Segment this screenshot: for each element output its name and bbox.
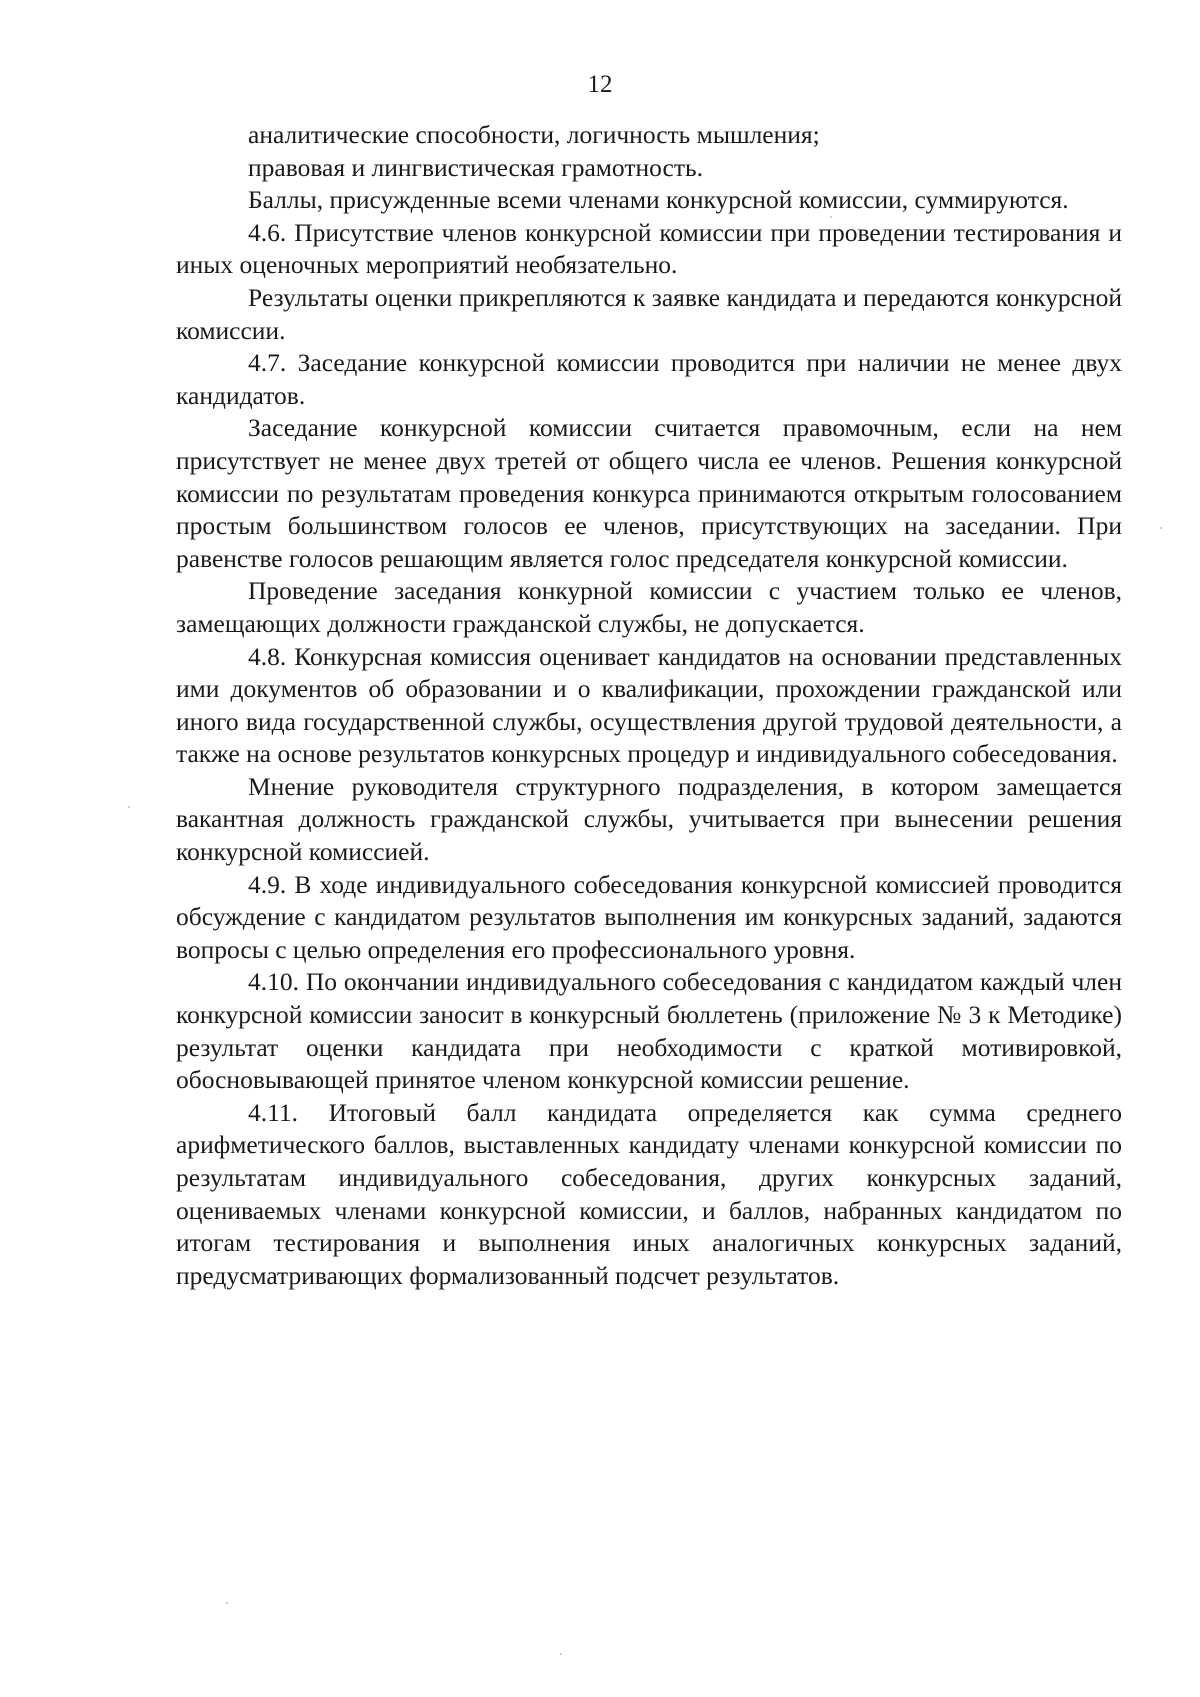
scan-speck (560, 1653, 562, 1655)
document-body (176, 119, 1122, 1292)
paragraph-4-10: 4.10. По окончании индивидуального собеседования с кандидатом каждый член конкурсной комиссии заносит в конкурсный бюллетень (приложение № 3 к Методике) результат оценки кандидата при необходимости с краткой мотивировкой, обосновывающей принятое членом конкурсной комиссии решение. (176, 967, 1122, 1095)
page-number: 12 (587, 71, 613, 98)
scan-speck (1160, 527, 1162, 529)
paragraph-department-head-opinion: Мнение руководителя структурного подразделения, в котором замещается вакантная должность гражданской службы, учитывается при вынесении решения конкурсной комиссией. (176, 771, 1122, 867)
paragraph-assessment-results: Результаты оценки прикрепляются к заявке кандидата и передаются конкурсной комиссии. (176, 282, 1122, 345)
scan-speck (226, 1602, 228, 1604)
scan-speck (128, 806, 130, 808)
paragraph-legal-literacy: правовая и лингвистическая грамотность. (248, 152, 703, 182)
paragraph-4-7: 4.7. Заседание конкурсной комиссии проводится при наличии не менее двух кандидатов. (176, 348, 1122, 410)
paragraph-points-summed: Баллы, присужденные всеми членами конкурсной комиссии, суммируются. (248, 185, 1069, 215)
paragraph-analytical-abilities: аналитические способности, логичность мышления; (248, 120, 820, 149)
paragraph-4-6: 4.6. Присутствие членов конкурсной комиссии при проведении тестирования и иных оценочных мероприятий необязательно. (176, 217, 1122, 280)
paragraph-4-11: 4.11. Итоговый балл кандидата определяется как сумма среднего арифметического баллов, выставленных кандидату членами конкурсной комиссии по результатам индивидуального собеседования, других конкурсных заданий, оцениваемых членами конкурсной комиссии, и баллов, набранных кандидатом по итогам тестирования и выполнения иных аналогичных конкурсных заданий, предусматривающих формализованный подсчет результатов. (176, 1097, 1122, 1290)
paragraph-meeting-restriction: Проведение заседания конкурной комиссии с участием только ее членов, замещающих должности гражданской службы, не допускается. (176, 576, 1122, 638)
paragraph-4-8: 4.8. Конкурсная комиссия оценивает кандидатов на основании представленных ими документов об образовании и о квалификации, прохождении гражданской или иного вида государственной службы, осуществления другой трудовой деятельности, а также на основе результатов конкурсных процедур и индивидуального собеседования. (176, 641, 1122, 769)
paragraph-4-9: 4.9. В ходе индивидуального собеседования конкурсной комиссией проводится обсуждение с кандидатом результатов выполнения им конкурсных заданий, задаются вопросы с целью определения его профессионального уровня. (176, 869, 1122, 964)
paragraph-quorum: Заседание конкурсной комиссии считается правомочным, если на нем присутствует не менее двух третей от общего числа ее членов. Решения конкурсной комиссии по результатам проведения конкурса принимаются открытым голосованием простым большинством голосов ее членов, присутствующих на заседании. При равенстве голосов решающим является голос председателя конкурсной комиссии. (176, 413, 1122, 573)
scan-speck (830, 216, 832, 218)
